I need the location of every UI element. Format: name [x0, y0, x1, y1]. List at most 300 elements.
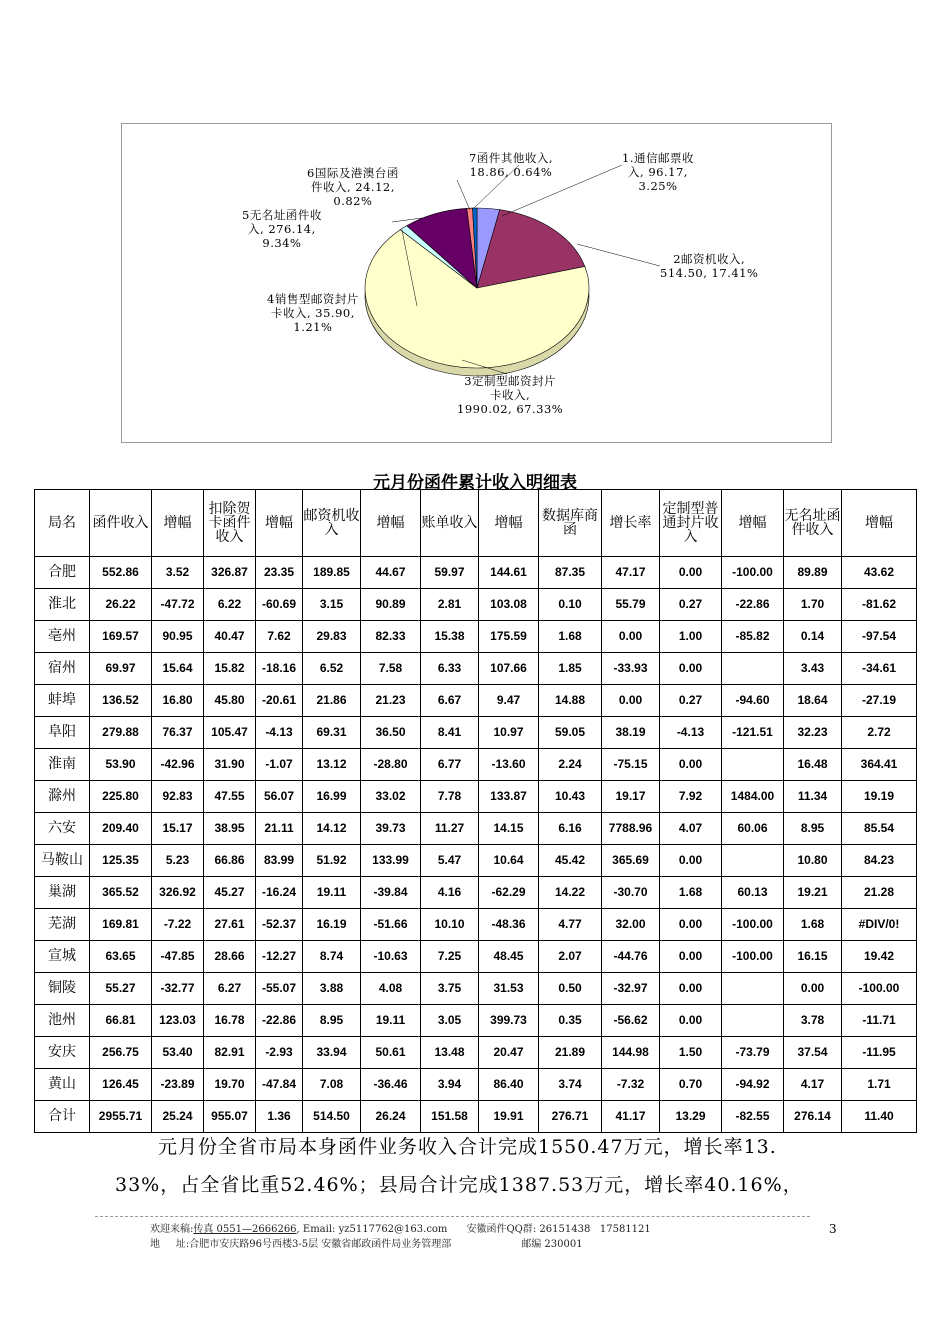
- table-cell: 1.68: [660, 877, 722, 909]
- table-cell: 1.68: [539, 621, 602, 653]
- table-cell: -85.82: [722, 621, 784, 653]
- table-cell: 189.85: [303, 557, 361, 589]
- table-cell: 4.16: [421, 877, 479, 909]
- table-cell: -34.61: [842, 653, 917, 685]
- table-cell: -47.72: [152, 589, 204, 621]
- table-cell: 10.80: [784, 845, 842, 877]
- table-cell: -4.13: [660, 717, 722, 749]
- table-cell: 7.25: [421, 941, 479, 973]
- table-cell: 16.99: [303, 781, 361, 813]
- table-cell: 552.86: [90, 557, 152, 589]
- table-cell: 6.77: [421, 749, 479, 781]
- table-cell: -1.07: [256, 749, 303, 781]
- table-cell: 0.70: [660, 1069, 722, 1101]
- table-cell: 133.99: [361, 845, 421, 877]
- table-cell: -100.00: [722, 941, 784, 973]
- bureau-name-cell: 巢湖: [35, 877, 90, 909]
- table-cell: -30.70: [602, 877, 660, 909]
- table-cell: 59.05: [539, 717, 602, 749]
- bureau-name-cell: 铜陵: [35, 973, 90, 1005]
- table-cell: 33.94: [303, 1037, 361, 1069]
- table-cell: 1484.00: [722, 781, 784, 813]
- table-row: [35, 621, 917, 653]
- pie-label-line: 7函件其他收入,: [469, 151, 553, 165]
- table-row: [35, 653, 917, 685]
- table-cell: 4.08: [361, 973, 421, 1005]
- table-title: 元月份函件累计收入明细表: [373, 473, 577, 493]
- table-cell: 123.03: [152, 1005, 204, 1037]
- table-cell: -4.13: [256, 717, 303, 749]
- table-cell: 126.45: [90, 1069, 152, 1101]
- table-cell: -22.86: [256, 1005, 303, 1037]
- table-row: [35, 877, 917, 909]
- table-header-cell: 增幅: [722, 490, 784, 557]
- table-cell: 60.06: [722, 813, 784, 845]
- table-cell: 45.42: [539, 845, 602, 877]
- table-cell: 136.52: [90, 685, 152, 717]
- summary-paragraph-line1: 元月份全省市局本身函件业务收入合计完成1550.47万元，增长率13.: [158, 1136, 777, 1158]
- table-cell: 0.27: [660, 685, 722, 717]
- pie-label-line: 2邮资机收入,: [673, 252, 746, 266]
- table-cell: 0.00: [660, 909, 722, 941]
- table-cell: 16.78: [204, 1005, 256, 1037]
- table-cell: 16.19: [303, 909, 361, 941]
- table-cell: 26.24: [361, 1101, 421, 1133]
- table-cell: -7.22: [152, 909, 204, 941]
- table-cell: 39.73: [361, 813, 421, 845]
- table-cell: 955.07: [204, 1101, 256, 1133]
- table-cell: 169.57: [90, 621, 152, 653]
- table-cell: 276.71: [539, 1101, 602, 1133]
- table-cell: 0.35: [539, 1005, 602, 1037]
- table-cell: 6.67: [421, 685, 479, 717]
- table-cell: 55.27: [90, 973, 152, 1005]
- table-cell: 3.43: [784, 653, 842, 685]
- table-cell: 45.27: [204, 877, 256, 909]
- footer-divider: [95, 1216, 810, 1217]
- bureau-name-cell: 淮北: [35, 589, 90, 621]
- table-cell: 364.41: [842, 749, 917, 781]
- table-cell: 0.00: [660, 749, 722, 781]
- table-cell: 0.00: [602, 621, 660, 653]
- table-cell: 21.86: [303, 685, 361, 717]
- table-row: [35, 1101, 917, 1133]
- table-cell: -62.29: [479, 877, 539, 909]
- table-cell: [722, 1005, 784, 1037]
- table-cell: 7.78: [421, 781, 479, 813]
- table-cell: [722, 749, 784, 781]
- table-cell: 0.00: [784, 973, 842, 1005]
- table-cell: 14.12: [303, 813, 361, 845]
- table-cell: 365.69: [602, 845, 660, 877]
- table-cell: -23.89: [152, 1069, 204, 1101]
- table-cell: 45.80: [204, 685, 256, 717]
- table-cell: 14.22: [539, 877, 602, 909]
- table-cell: 0.00: [660, 941, 722, 973]
- table-cell: -22.86: [722, 589, 784, 621]
- table-cell: -42.96: [152, 749, 204, 781]
- table-cell: [722, 653, 784, 685]
- table-cell: 151.58: [421, 1101, 479, 1133]
- table-cell: 2.81: [421, 589, 479, 621]
- table-cell: 32.23: [784, 717, 842, 749]
- summary-paragraph-line2: 33%，占全省比重52.46%；县局合计完成1387.53万元，增长率40.16%，: [115, 1174, 803, 1196]
- table-row: [35, 685, 917, 717]
- pie-label-line: 514.50, 17.41%: [660, 266, 759, 280]
- table-cell: 7.58: [361, 653, 421, 685]
- pie-label-line: 卡收入,: [490, 388, 531, 402]
- table-cell: 66.86: [204, 845, 256, 877]
- pie-label-line: 入, 276.14,: [248, 222, 316, 236]
- table-cell: 82.91: [204, 1037, 256, 1069]
- table-cell: 90.95: [152, 621, 204, 653]
- table-cell: -94.92: [722, 1069, 784, 1101]
- bureau-name-cell: 马鞍山: [35, 845, 90, 877]
- table-cell: 133.87: [479, 781, 539, 813]
- table-header-cell: 增幅: [479, 490, 539, 557]
- table-cell: -11.95: [842, 1037, 917, 1069]
- table-cell: 0.14: [784, 621, 842, 653]
- table-cell: 3.74: [539, 1069, 602, 1101]
- table-cell: 60.13: [722, 877, 784, 909]
- table-cell: 279.88: [90, 717, 152, 749]
- pie-label-line: 件收入, 24.12,: [310, 180, 395, 194]
- bureau-name-cell: 合计: [35, 1101, 90, 1133]
- table-cell: 103.08: [479, 589, 539, 621]
- table-cell: 21.89: [539, 1037, 602, 1069]
- pie-label-7: [469, 151, 553, 179]
- table-cell: 10.97: [479, 717, 539, 749]
- table-cell: 66.81: [90, 1005, 152, 1037]
- table-cell: 82.33: [361, 621, 421, 653]
- table-cell: -48.36: [479, 909, 539, 941]
- table-row: [35, 845, 917, 877]
- table-cell: 1.36: [256, 1101, 303, 1133]
- table-cell: 13.12: [303, 749, 361, 781]
- table-cell: -32.77: [152, 973, 204, 1005]
- table-cell: 69.97: [90, 653, 152, 685]
- table-cell: -81.62: [842, 589, 917, 621]
- table-cell: 6.33: [421, 653, 479, 685]
- table-cell: 3.75: [421, 973, 479, 1005]
- table-cell: 13.29: [660, 1101, 722, 1133]
- bureau-name-cell: 宿州: [35, 653, 90, 685]
- footer-address: 地 址:合肥市安庆路96号西楼3-5层 安徽省邮政函件局业务管理部 邮编 230001: [150, 1239, 583, 1250]
- table-cell: 86.40: [479, 1069, 539, 1101]
- table-cell: 32.00: [602, 909, 660, 941]
- table-cell: 23.35: [256, 557, 303, 589]
- table-cell: 19.91: [479, 1101, 539, 1133]
- pie-label-line: 6国际及港澳台函: [307, 166, 399, 180]
- table-cell: 19.70: [204, 1069, 256, 1101]
- table-cell: 63.65: [90, 941, 152, 973]
- table-cell: 0.00: [660, 845, 722, 877]
- table-cell: -28.80: [361, 749, 421, 781]
- table-cell: 1.70: [784, 589, 842, 621]
- table-cell: [722, 973, 784, 1005]
- table-cell: 365.52: [90, 877, 152, 909]
- table-header-cell: 扣除贺卡函件收入: [204, 490, 256, 557]
- table-cell: 9.47: [479, 685, 539, 717]
- table-cell: 19.19: [842, 781, 917, 813]
- bureau-name-cell: 滁州: [35, 781, 90, 813]
- table-cell: 0.00: [660, 973, 722, 1005]
- table-cell: 38.19: [602, 717, 660, 749]
- table-header-cell: 增幅: [256, 490, 303, 557]
- table-cell: 4.17: [784, 1069, 842, 1101]
- pie-label-5: [242, 208, 322, 250]
- table-cell: 125.35: [90, 845, 152, 877]
- table-row: [35, 1037, 917, 1069]
- table-cell: 399.73: [479, 1005, 539, 1037]
- table-header-cell: 增幅: [152, 490, 204, 557]
- pie-label-line: 入, 96.17,: [628, 165, 688, 179]
- table-cell: 15.38: [421, 621, 479, 653]
- pie-label-line: 1990.02, 67.33%: [457, 402, 564, 416]
- pie-label-line: 0.82%: [333, 194, 373, 208]
- table-header-cell: 增长率: [602, 490, 660, 557]
- table-cell: -18.16: [256, 653, 303, 685]
- table-cell: -7.32: [602, 1069, 660, 1101]
- table-cell: -100.00: [842, 973, 917, 1005]
- table-cell: 16.15: [784, 941, 842, 973]
- table-cell: #DIV/0!: [842, 909, 917, 941]
- pie-label-4: [267, 292, 359, 334]
- table-cell: -2.93: [256, 1037, 303, 1069]
- table-cell: 2955.71: [90, 1101, 152, 1133]
- table-header-cell: 函件收入: [90, 490, 152, 557]
- table-row: [35, 941, 917, 973]
- table-cell: 209.40: [90, 813, 152, 845]
- table-cell: 3.52: [152, 557, 204, 589]
- table-cell: 26.22: [90, 589, 152, 621]
- table-row: [35, 781, 917, 813]
- table-cell: 19.11: [361, 1005, 421, 1037]
- table-cell: -56.62: [602, 1005, 660, 1037]
- table-cell: 1.71: [842, 1069, 917, 1101]
- table-header-cell: 增幅: [361, 490, 421, 557]
- table-cell: -94.60: [722, 685, 784, 717]
- table-cell: -27.19: [842, 685, 917, 717]
- bureau-name-cell: 合肥: [35, 557, 90, 589]
- table-cell: 76.37: [152, 717, 204, 749]
- table-cell: 27.61: [204, 909, 256, 941]
- table-cell: 87.35: [539, 557, 602, 589]
- table-cell: 14.88: [539, 685, 602, 717]
- table-cell: 3.88: [303, 973, 361, 1005]
- table-cell: -10.63: [361, 941, 421, 973]
- table-cell: 19.11: [303, 877, 361, 909]
- bureau-name-cell: 芜湖: [35, 909, 90, 941]
- table-cell: 11.34: [784, 781, 842, 813]
- table-cell: 89.89: [784, 557, 842, 589]
- table-cell: 7.62: [256, 621, 303, 653]
- table-cell: 84.23: [842, 845, 917, 877]
- table-cell: -11.71: [842, 1005, 917, 1037]
- table-row: [35, 557, 917, 589]
- table-cell: 10.43: [539, 781, 602, 813]
- table-cell: 10.10: [421, 909, 479, 941]
- table-cell: 2.07: [539, 941, 602, 973]
- table-cell: 36.50: [361, 717, 421, 749]
- table-cell: 37.54: [784, 1037, 842, 1069]
- bureau-name-cell: 蚌埠: [35, 685, 90, 717]
- table-cell: 3.78: [784, 1005, 842, 1037]
- bureau-name-cell: 淮南: [35, 749, 90, 781]
- table-cell: 38.95: [204, 813, 256, 845]
- table-header-cell: 邮资机收入: [303, 490, 361, 557]
- table-cell: 7.08: [303, 1069, 361, 1101]
- table-cell: 53.90: [90, 749, 152, 781]
- table-cell: 514.50: [303, 1101, 361, 1133]
- table-cell: 31.53: [479, 973, 539, 1005]
- table-cell: -97.54: [842, 621, 917, 653]
- table-cell: -52.37: [256, 909, 303, 941]
- table-cell: 41.17: [602, 1101, 660, 1133]
- table-cell: 29.83: [303, 621, 361, 653]
- table-cell: [722, 845, 784, 877]
- bureau-name-cell: 黄山: [35, 1069, 90, 1101]
- table-cell: 256.75: [90, 1037, 152, 1069]
- table-cell: 1.68: [784, 909, 842, 941]
- table-cell: 0.00: [660, 653, 722, 685]
- table-cell: 15.64: [152, 653, 204, 685]
- table-cell: -33.93: [602, 653, 660, 685]
- table-cell: -36.46: [361, 1069, 421, 1101]
- table-cell: 8.74: [303, 941, 361, 973]
- table-cell: 40.47: [204, 621, 256, 653]
- pie-label-6: [307, 166, 399, 208]
- table-cell: 69.31: [303, 717, 361, 749]
- table-cell: 3.15: [303, 589, 361, 621]
- bureau-name-cell: 亳州: [35, 621, 90, 653]
- table-cell: 2.72: [842, 717, 917, 749]
- table-header-cell: 增幅: [842, 490, 917, 557]
- table-cell: 3.94: [421, 1069, 479, 1101]
- table-cell: -82.55: [722, 1101, 784, 1133]
- table-cell: 169.81: [90, 909, 152, 941]
- table-cell: 4.07: [660, 813, 722, 845]
- table-cell: -73.79: [722, 1037, 784, 1069]
- table-cell: -39.84: [361, 877, 421, 909]
- table-cell: 8.95: [303, 1005, 361, 1037]
- table-cell: -100.00: [722, 557, 784, 589]
- table-cell: 47.17: [602, 557, 660, 589]
- pie-label-line: 1.通信邮票收: [622, 151, 694, 165]
- footer-contact-rest: , Email: yz5117762@163.com 安徽函件QQ群: 26151438 17581121: [296, 1224, 651, 1235]
- table-cell: -47.84: [256, 1069, 303, 1101]
- table-cell: 7.92: [660, 781, 722, 813]
- table-cell: 43.62: [842, 557, 917, 589]
- pie-label-line: 3.25%: [638, 179, 678, 193]
- table-cell: -47.85: [152, 941, 204, 973]
- table-cell: -12.27: [256, 941, 303, 973]
- pie-label-line: 1.21%: [293, 320, 333, 334]
- table-row: [35, 1069, 917, 1101]
- table-cell: -60.69: [256, 589, 303, 621]
- table-cell: 16.48: [784, 749, 842, 781]
- table-header-cell: 局名: [35, 490, 90, 557]
- page-number: 3: [829, 1222, 837, 1236]
- table-cell: 19.21: [784, 877, 842, 909]
- table-cell: -16.24: [256, 877, 303, 909]
- table-cell: -32.97: [602, 973, 660, 1005]
- table-cell: 6.16: [539, 813, 602, 845]
- table-row: [35, 749, 917, 781]
- table-cell: 10.64: [479, 845, 539, 877]
- table-cell: 21.23: [361, 685, 421, 717]
- table-cell: 28.66: [204, 941, 256, 973]
- table-cell: 175.59: [479, 621, 539, 653]
- table-cell: 16.80: [152, 685, 204, 717]
- table-cell: 31.90: [204, 749, 256, 781]
- table-cell: 6.22: [204, 589, 256, 621]
- table-cell: -121.51: [722, 717, 784, 749]
- table-cell: 47.55: [204, 781, 256, 813]
- table-cell: 14.15: [479, 813, 539, 845]
- table-cell: 25.24: [152, 1101, 204, 1133]
- pie-label-3: [457, 374, 563, 416]
- table-cell: 0.00: [660, 1005, 722, 1037]
- table-cell: 50.61: [361, 1037, 421, 1069]
- pie-label-line: 卡收入, 35.90,: [270, 306, 355, 320]
- table-row: [35, 813, 917, 845]
- table-cell: 55.79: [602, 589, 660, 621]
- pie-leader-line: [457, 180, 470, 210]
- table-cell: -75.15: [602, 749, 660, 781]
- table-cell: 107.66: [479, 653, 539, 685]
- table-header-cell: 数据库商函: [539, 490, 602, 557]
- table-row: [35, 973, 917, 1005]
- table-cell: -44.76: [602, 941, 660, 973]
- table-cell: 90.89: [361, 589, 421, 621]
- table-row: [35, 909, 917, 941]
- footer-fax: 传真 0551—2666266: [193, 1224, 297, 1235]
- table-cell: 20.47: [479, 1037, 539, 1069]
- table-cell: 2.24: [539, 749, 602, 781]
- table-cell: 51.92: [303, 845, 361, 877]
- table-cell: 11.40: [842, 1101, 917, 1133]
- table-cell: -20.61: [256, 685, 303, 717]
- table-cell: 19.17: [602, 781, 660, 813]
- table-row: [35, 589, 917, 621]
- table-cell: 15.17: [152, 813, 204, 845]
- pie-label-line: 5无名址函件收: [242, 208, 322, 222]
- table-cell: -100.00: [722, 909, 784, 941]
- table-header-cell: 定制型普通封片收入: [660, 490, 722, 557]
- table-cell: 144.98: [602, 1037, 660, 1069]
- table-header-cell: 账单收入: [421, 490, 479, 557]
- table-cell: 0.27: [660, 589, 722, 621]
- table-cell: 11.27: [421, 813, 479, 845]
- table-cell: 0.50: [539, 973, 602, 1005]
- bureau-name-cell: 宣城: [35, 941, 90, 973]
- table-row: [35, 717, 917, 749]
- table-cell: 144.61: [479, 557, 539, 589]
- table-cell: 3.05: [421, 1005, 479, 1037]
- pie-label-line: 18.86, 0.64%: [469, 165, 553, 179]
- table-cell: 18.64: [784, 685, 842, 717]
- table-cell: 0.10: [539, 589, 602, 621]
- table-cell: -51.66: [361, 909, 421, 941]
- table-cell: 13.48: [421, 1037, 479, 1069]
- table-cell: 92.83: [152, 781, 204, 813]
- income-detail-table: [34, 489, 917, 1133]
- table-cell: 19.42: [842, 941, 917, 973]
- table-cell: 0.00: [602, 685, 660, 717]
- table-cell: 21.11: [256, 813, 303, 845]
- table-cell: 1.85: [539, 653, 602, 685]
